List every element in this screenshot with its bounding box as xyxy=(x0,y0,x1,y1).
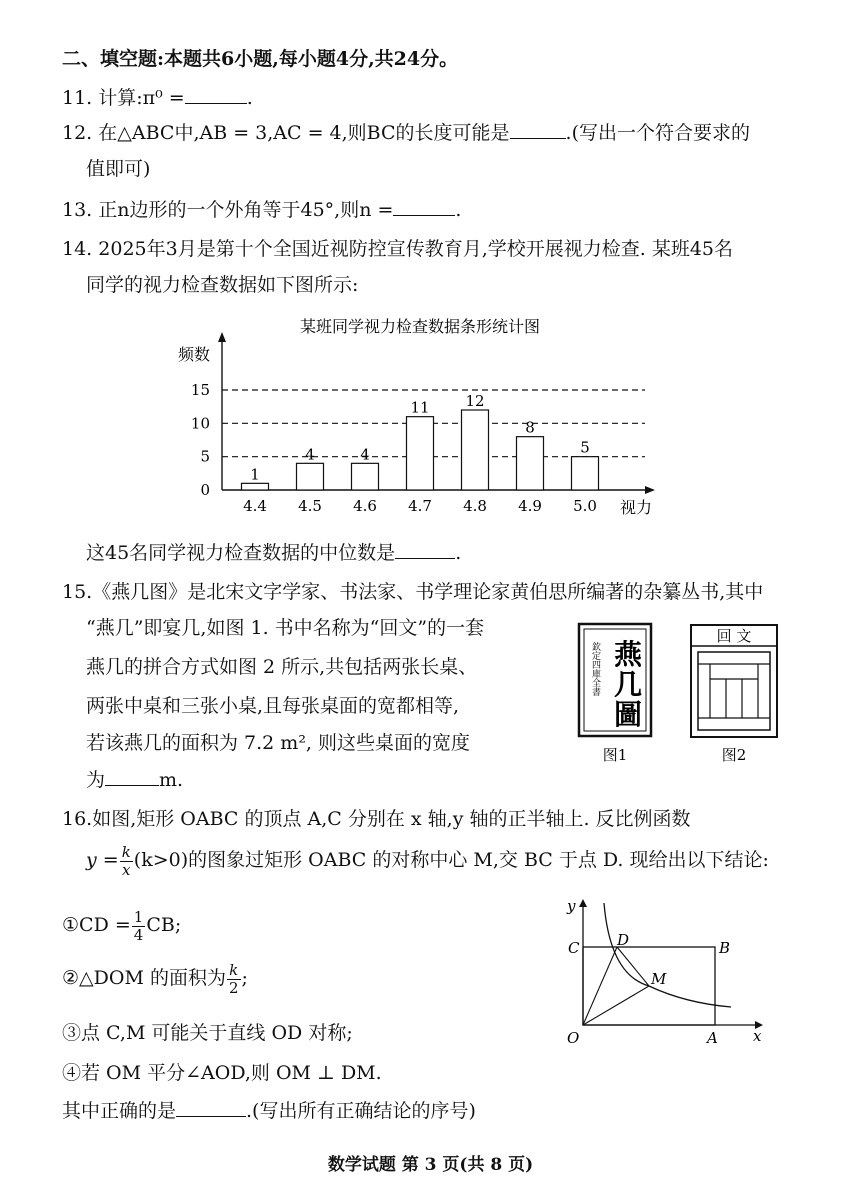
question-14-cont: 同学的视力检查数据如下图所示: xyxy=(86,274,359,296)
label-D: D xyxy=(617,931,630,949)
data-label: 8 xyxy=(525,418,535,437)
x-axis-label: 视力 xyxy=(620,498,653,517)
question-13: 13. 正n边形的一个外角等于45°,则n = . xyxy=(62,199,462,221)
x-tick-label: 5.0 xyxy=(573,497,597,515)
question-16 xyxy=(62,806,691,832)
book-series-text: 欽定四庫全書 xyxy=(590,642,600,696)
figure-1-book-cover xyxy=(575,622,655,767)
question-11: 11. 计算:π⁰ = . xyxy=(62,87,253,109)
question-14-ask: 这45名同学视力检查数据的中位数是 . xyxy=(86,542,462,564)
y-tick-label: 10 xyxy=(190,414,210,433)
question-number: 13. xyxy=(62,199,93,221)
question-16-function: y = $\frac{k}{x}$ (k>0)的图象过矩形 OABC 的对称中心 M,交 BC 于点 D. 现给出以下结论: xyxy=(86,842,769,879)
question-14 xyxy=(62,236,733,262)
bar xyxy=(242,483,269,490)
question-text: 正n边形的一个外角等于45°,则n = xyxy=(98,199,394,221)
x-tick-label: 4.5 xyxy=(298,497,322,515)
label-x: x xyxy=(753,1027,762,1045)
answer-blank[interactable] xyxy=(395,540,455,559)
question-text: 在△ABC中,AB = 3,AC = 4,则BC的长度可能是 xyxy=(98,122,510,144)
chart-title: 某班同学视力检查数据条形统计图 xyxy=(299,317,541,336)
question-text: 《燕几图》是北宋文字学家、书法家、书学理论家黄伯思所编著的杂纂丛书,其中 xyxy=(92,581,764,603)
answer-blank[interactable] xyxy=(185,85,247,104)
label-A: A xyxy=(707,1029,718,1047)
figure-rectangle-hyperbola xyxy=(555,895,775,1055)
data-label: 11 xyxy=(410,398,430,417)
data-label: 1 xyxy=(250,465,260,484)
question-15-line: 两张中桌和三张小桌,且每张桌面的宽都相等, xyxy=(86,695,460,717)
answer-blank[interactable] xyxy=(393,197,455,216)
book-title-char: 燕 xyxy=(613,638,643,671)
question-15-line: 燕几的拼合方式如图 2 所示,共包括两张长桌、 xyxy=(86,656,478,678)
label-O: O xyxy=(567,1029,580,1047)
y-tick-label: 0 xyxy=(200,481,210,499)
question-text: 2025年3月是第十个全国近视防控宣传教育月,学校开展视力检查. 某班45名 xyxy=(98,238,734,260)
vision-bar-chart xyxy=(160,310,680,525)
x-tick-label: 4.4 xyxy=(243,497,267,515)
bar xyxy=(517,437,544,490)
question-number: 16. xyxy=(62,808,93,830)
figure-2-title: 回 文 xyxy=(716,627,752,645)
question-15 xyxy=(62,579,763,605)
figure-2-huiwen-layout xyxy=(688,622,780,767)
answer-blank[interactable] xyxy=(510,120,566,139)
question-15-line: 若该燕几的面积为 7.2 m², 则这些桌面的宽度 xyxy=(86,732,471,754)
question-text: 如图,矩形 OABC 的顶点 A,C 分别在 x 轴,y 轴的正半轴上. 反比例函数 xyxy=(92,808,691,830)
bar xyxy=(572,457,599,490)
section-header: 二、填空题:本题共6小题,每小题4分,共24分。 xyxy=(62,48,459,70)
question-number: 15. xyxy=(62,581,93,603)
data-label: 4 xyxy=(360,445,370,464)
x-axis-arrow xyxy=(645,486,655,494)
x-tick-label: 4.8 xyxy=(463,497,487,515)
question-15-line: “燕几”即宴几,如图 1. 书中名称为“回文”的一套 xyxy=(86,617,485,639)
conclusion-3: ③点 C,M 可能关于直线 OD 对称; xyxy=(62,1022,353,1044)
x-tick-label: 4.7 xyxy=(408,497,432,515)
book-title-char: 圖 xyxy=(613,698,643,731)
book-title-char: 几 xyxy=(613,668,643,701)
label-M: M xyxy=(651,970,667,988)
y-axis-label: 频数 xyxy=(178,345,211,364)
question-number: 12. xyxy=(62,122,93,144)
x-tick-label: 4.9 xyxy=(518,497,542,515)
conclusion-2: ②△DOM 的面积为 $\frac{k}{2}$ ; xyxy=(62,960,248,997)
y-tick-label: 15 xyxy=(190,381,210,399)
label-C: C xyxy=(568,939,580,957)
question-16-ask: 其中正确的是 .(写出所有正确结论的序号) xyxy=(62,1100,476,1122)
data-label: 12 xyxy=(465,392,485,410)
question-number: 14. xyxy=(62,238,93,260)
label-B: B xyxy=(719,939,731,957)
question-number: 11. xyxy=(62,87,93,109)
label-y: y xyxy=(567,897,576,915)
question-15-line: 为 m. xyxy=(86,769,184,791)
bar xyxy=(462,410,489,490)
bar xyxy=(297,463,324,490)
conclusion-1: ①CD = $\frac{1}{4}$ CB; xyxy=(62,907,182,944)
figure-1-caption: 图1 xyxy=(602,746,628,764)
x-tick-label: 4.6 xyxy=(353,497,377,515)
figure-2-caption: 图2 xyxy=(721,746,747,764)
data-label: 4 xyxy=(305,445,315,464)
question-12: 12. 在△ABC中,AB = 3,AC = 4,则BC的长度可能是 .(写出一个符合要求的 xyxy=(62,122,750,144)
y-tick-label: 5 xyxy=(200,447,210,466)
answer-blank[interactable] xyxy=(176,1098,246,1117)
bar xyxy=(352,463,379,490)
y-axis-arrow xyxy=(218,332,226,342)
question-text: 计算:π⁰ = xyxy=(98,87,185,109)
page-footer: 数学试题 第 3 页(共 8 页) xyxy=(327,1155,534,1175)
bar xyxy=(407,417,434,490)
data-label: 5 xyxy=(580,438,590,457)
conclusion-4: ④若 OM 平分∠AOD,则 OM ⊥ DM. xyxy=(62,1062,382,1084)
question-12-cont: 值即可) xyxy=(86,158,151,180)
answer-blank[interactable] xyxy=(105,767,159,786)
